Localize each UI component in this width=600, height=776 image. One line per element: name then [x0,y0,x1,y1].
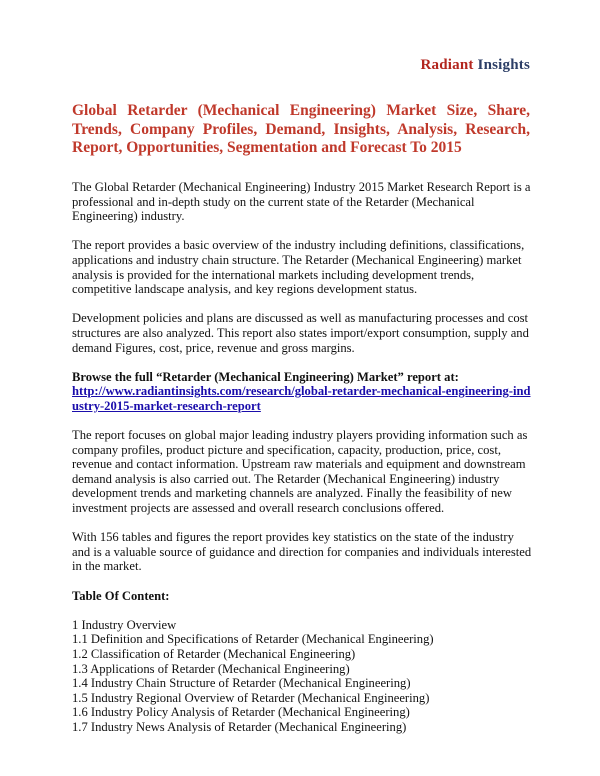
toc-item: 1.6 Industry Policy Analysis of Retarder (Mechanical Engineering) [72,705,410,720]
intro-paragraph: The Global Retarder (Mechanical Engineering) Industry 2015 Market Research Report is a professional and in-depth study on the current state of the Retarder (Mechanical Engineering) industry. [72,180,531,224]
focus-paragraph: The report focuses on global major leading industry players providing information such as company profiles, product picture and specification, capacity, production, price, cost, revenue and contact information. Upstream raw materials and equipment and downstream demand analysis is also carried out. The Retarder (Mechanical Engineering) industry development trends and marketing channels are analyzed. Finally the feasibility of new investment projects are assessed and overall research conclusions offered. [72,428,528,516]
report-url-link[interactable]: http://www.radiantinsights.com/research/global-retarder-mechanical-engineering-industry-2015-market-research-report [72,384,531,413]
toc-item: 1.2 Classification of Retarder (Mechanical Engineering) [72,647,356,661]
toc-item: 1.1 Definition and Specifications of Retarder (Mechanical Engineering) [72,632,434,647]
toc-list [72,618,532,735]
report-body [72,180,532,735]
toc-item: 1 Industry Overview [72,617,177,632]
overview-paragraph: The report provides a basic overview of the industry including definitions, classifications, applications and industry chain structure. The Retarder (Mechanical Engineering) market analysis is provided for the international markets including development trends, competitive landscape analysis, and key regions development status. [72,238,525,297]
policies-paragraph: Development policies and plans are discussed as well as manufacturing processes and cost structures are also analyzed. This report also states import/export consumption, supply and demand Figures, cost, price, revenue and gross margins. [72,311,529,355]
toc-item: 1.7 Industry News Analysis of Retarder (Mechanical Engineering) [72,719,407,734]
browse-heading: Browse the full “Retarder (Mechanical Engineering) Market” report at: [72,369,459,384]
toc-item: 1.4 Industry Chain Structure of Retarder (Mechanical Engineering) [72,676,411,691]
radiant-insights-logo [420,57,530,74]
logo-word-radiant: Radiant [420,57,474,73]
logo-word-insights: Insights [477,57,530,73]
toc-item: 1.3 Applications of Retarder (Mechanical Engineering) [72,661,350,676]
toc-item: 1.5 Industry Regional Overview of Retarder (Mechanical Engineering) [72,690,430,705]
browse-block [72,370,532,414]
statistics-paragraph: With 156 tables and figures the report provides key statistics on the state of the industry and is a valuable source of guidance and direction for companies and individuals interested in the market. [72,530,532,574]
toc-heading: Table Of Content: [72,588,170,603]
report-title: Global Retarder (Mechanical Engineering) Market Size, Share, Trends, Company Profiles, Demand, Insights, Analysis, Research, Report, Opportunities, Segmentation and Forecast To 2015 [72,102,530,156]
